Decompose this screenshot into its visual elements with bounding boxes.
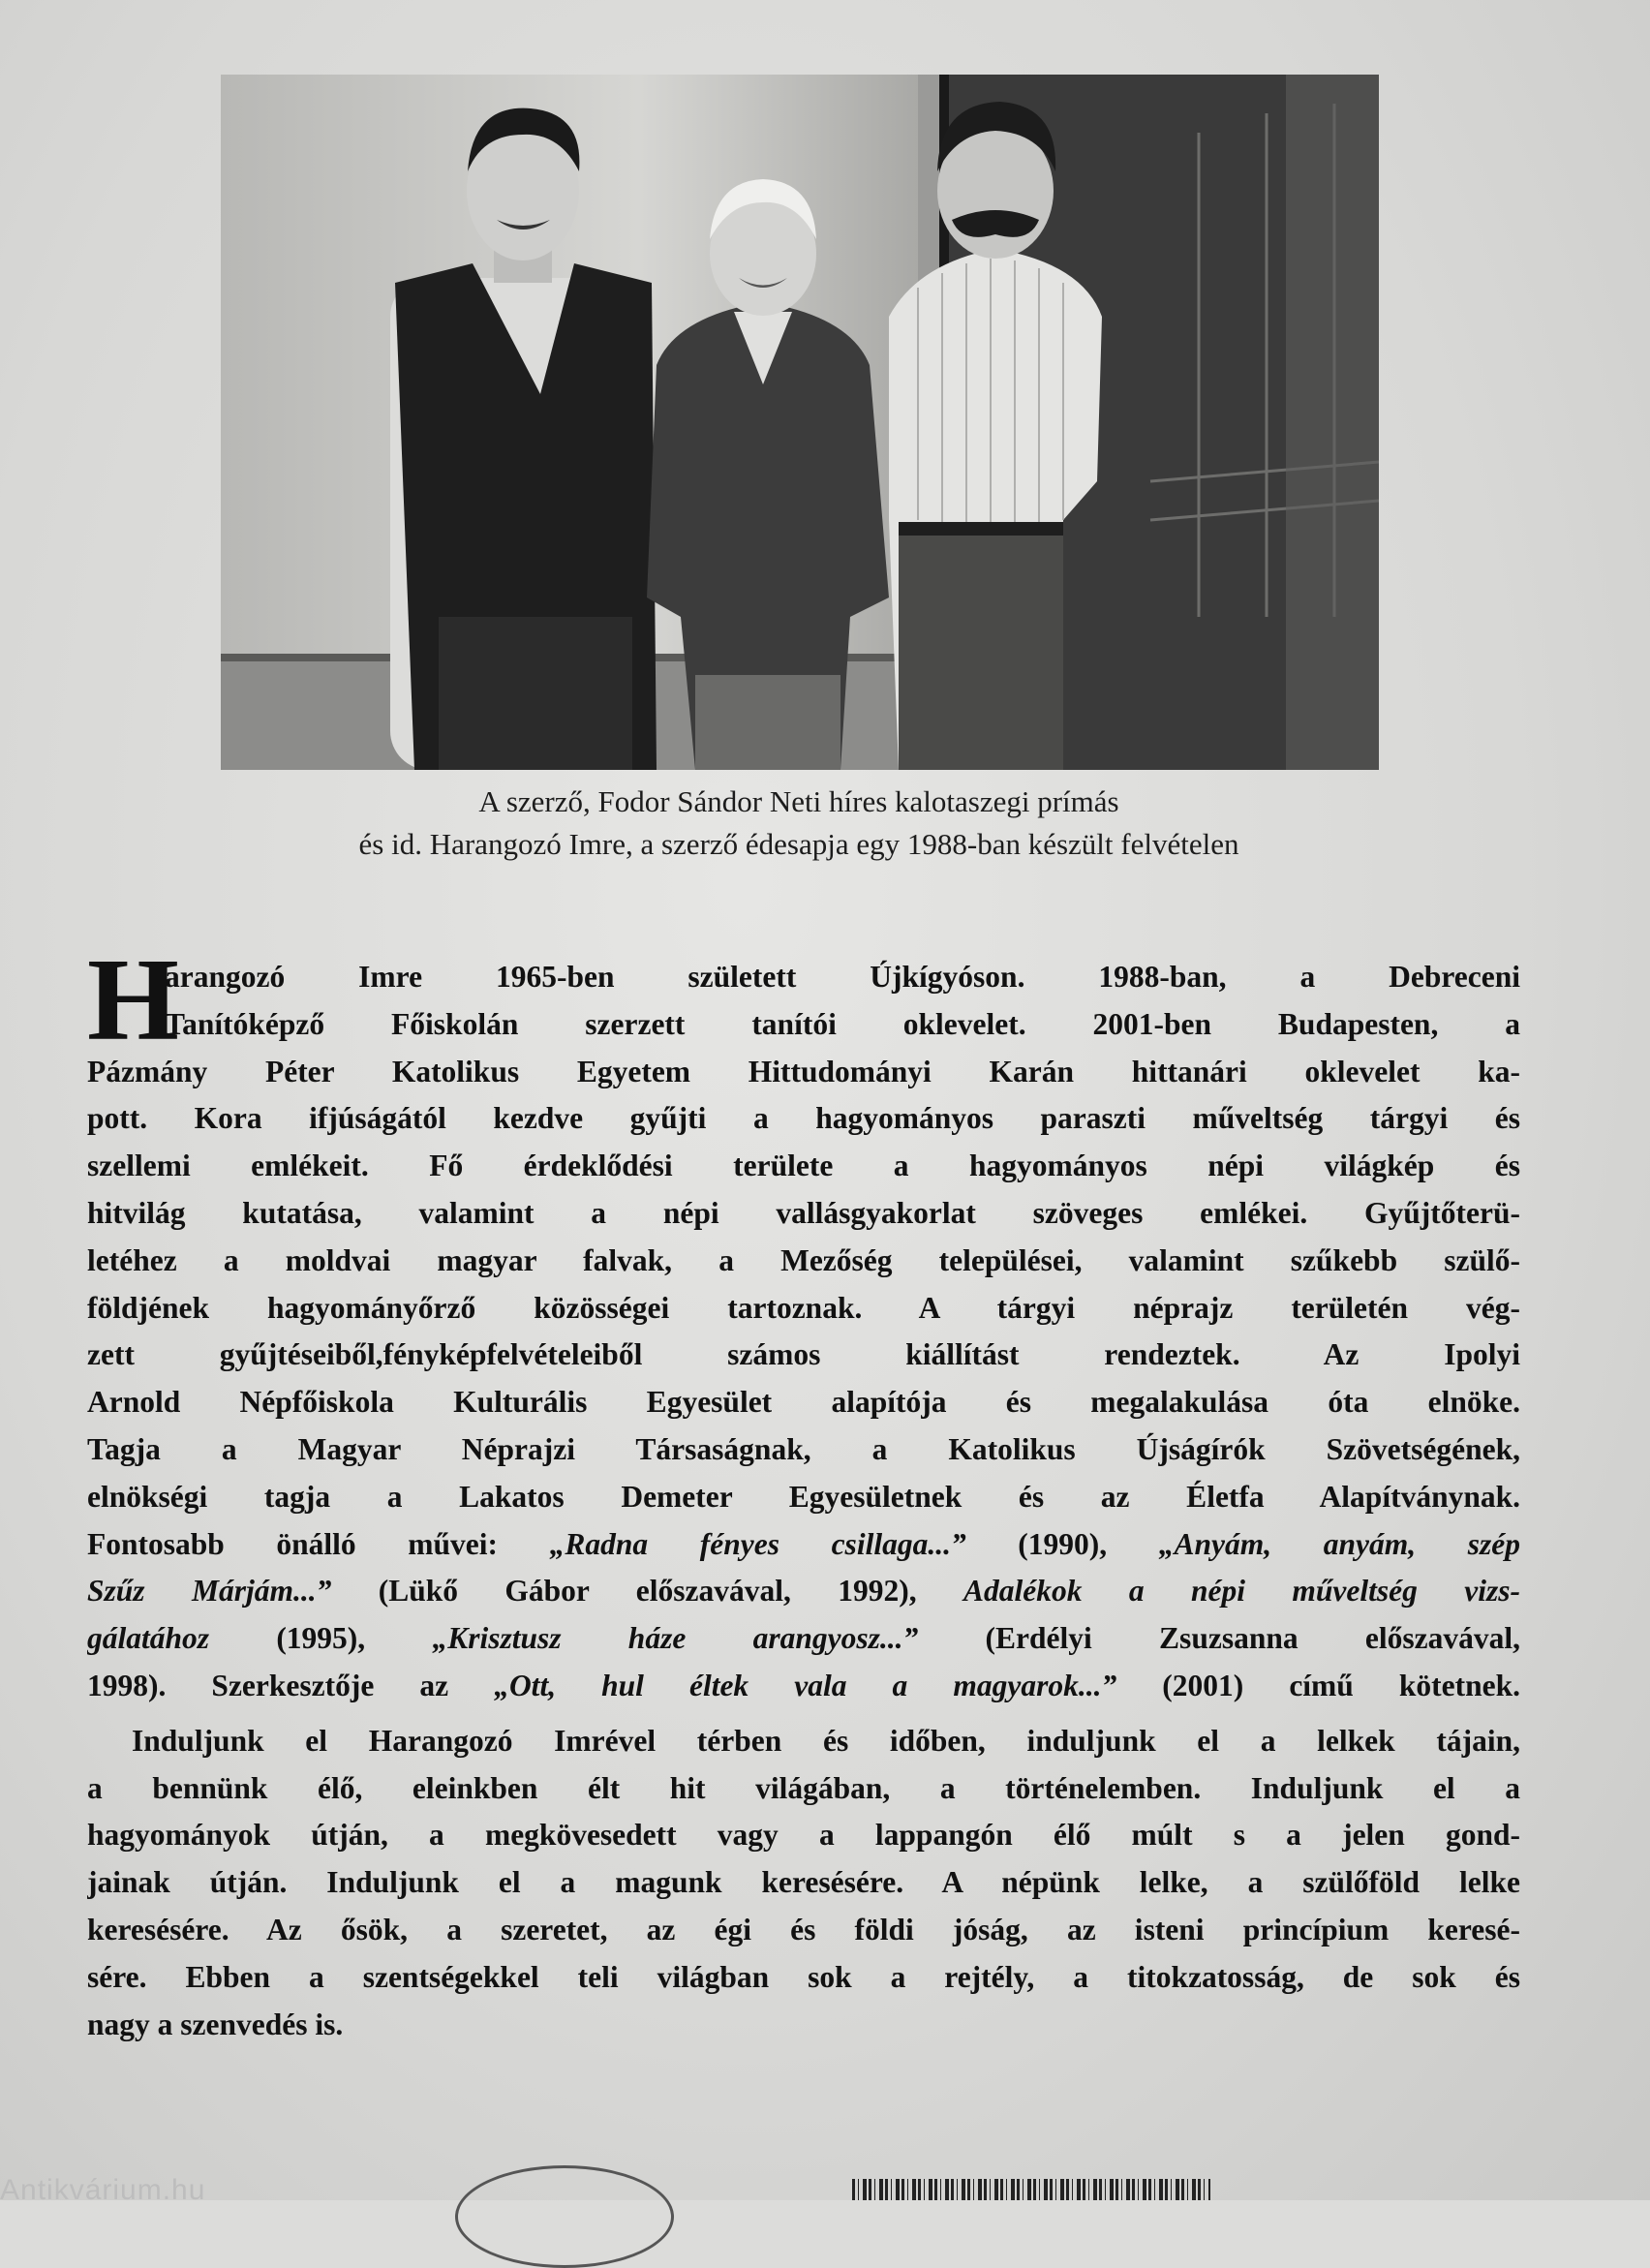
drop-cap: H bbox=[87, 935, 179, 1065]
bio-line: letéhez a moldvai magyar falvak, a Mezőség települései, valamint szűkebb szülő- bbox=[87, 1242, 1520, 1277]
bio-line-works-1 bbox=[87, 1521, 1520, 1569]
bio-line: szellemi emlékeit. Fő érdeklődési területe a hagyományos népi világkép és bbox=[87, 1149, 1520, 1183]
bio-line: elnökségi tagja a Lakatos Demeter Egyesületnek és az Életfa Alapítványnak. bbox=[87, 1479, 1520, 1514]
book-title: „Anyám, anyám, szép bbox=[1158, 1526, 1520, 1561]
text-run: Fontosabb önálló művei: bbox=[87, 1526, 550, 1561]
text-run: 1998). Szerkesztője az bbox=[87, 1668, 495, 1702]
caption-line-1: A szerző, Fodor Sándor Neti híres kalotaszegi prímás bbox=[478, 784, 1119, 818]
bio-line: pott. Kora ifjúságától kezdve gyűjti a hagyományos paraszti műveltség tárgyi és bbox=[87, 1101, 1520, 1136]
book-title: Szűz Márjám...” bbox=[87, 1574, 332, 1609]
text-run: (Lükő Gábor előszavával, 1992), bbox=[331, 1574, 963, 1609]
bio-line: Tagja a Magyar Néprajzi Társaságnak, a Katolikus Újságírók Szövetségének, bbox=[87, 1431, 1520, 1466]
closing-line: keresésére. Az ősök, a szeretet, az égi és földi jóság, az isteni princípium keresé- bbox=[87, 1912, 1520, 1946]
barcode-icon bbox=[852, 2179, 1210, 2200]
text-run: (1995), bbox=[209, 1621, 433, 1656]
bio-line-works-3 bbox=[87, 1615, 1520, 1663]
bio-line: földjének hagyományőrző közösségei tartoznak. A tárgyi néprajz területén vég- bbox=[87, 1290, 1520, 1325]
bottom-edge bbox=[0, 2165, 1650, 2200]
bio-line: zett gyűjtéseiből,fényképfelvételeiből számos kiállítást rendeztek. Az Ipolyi bbox=[87, 1337, 1520, 1372]
photo-illustration bbox=[221, 75, 1379, 770]
text-run: (2001) című kötetnek. bbox=[1116, 1668, 1520, 1702]
bio-line: Tanítóképző Főiskolán szerzett tanítói oklevelet. 2001-ben Budapesten, a bbox=[165, 1006, 1520, 1041]
book-title: Adalékok a népi műveltség vizs- bbox=[962, 1574, 1520, 1609]
closing-line: nagy a szenvedés is. bbox=[87, 2007, 344, 2041]
book-title: „Radna fényes csillaga...” bbox=[549, 1526, 966, 1561]
watermark: Antikvárium.hu bbox=[0, 2174, 206, 2200]
paragraph-gap bbox=[87, 1710, 1520, 1718]
author-biography bbox=[87, 935, 1520, 2048]
closing-line: jainak útján. Induljunk el a magunk keresésére. A népünk lelke, a szülőföld lelke bbox=[87, 1865, 1520, 1900]
bio-line: Arnold Népfőiskola Kulturális Egyesület alapítója és megalakulása óta elnöke. bbox=[87, 1385, 1520, 1420]
text-run: (Erdélyi Zsuzsanna előszavával, bbox=[918, 1621, 1520, 1656]
book-title: „Ott, hul éltek vala a magyarok...” bbox=[494, 1668, 1117, 1702]
stamp-icon bbox=[455, 2165, 674, 2268]
book-title: „Krisztusz háze arangyosz...” bbox=[432, 1621, 919, 1656]
author-photograph bbox=[221, 75, 1379, 770]
caption-line-2: és id. Harangozó Imre, a szerző édesapja egy 1988-ban készült felvételen bbox=[358, 827, 1239, 861]
closing-line: hagyományok útján, a megkövesedett vagy a lappangón élő múlt s a jelen gond- bbox=[87, 1818, 1520, 1853]
bio-line-works-2 bbox=[87, 1568, 1520, 1615]
text-run: (1990), bbox=[965, 1526, 1159, 1561]
bio-line-works-4 bbox=[87, 1663, 1520, 1710]
bio-line: Pázmány Péter Katolikus Egyetem Hittudományi Karán hittanári oklevelet ka- bbox=[87, 1054, 1520, 1088]
closing-line: a bennünk élő, eleinkben élt hit világában, a történelemben. Induljunk el a bbox=[87, 1770, 1520, 1805]
photo-caption bbox=[145, 781, 1452, 866]
closing-line: sére. Ebben a szentségekkel teli világban sok a rejtély, a titokzatosság, de sok és bbox=[87, 1959, 1520, 1994]
bio-line: arangozó Imre 1965-ben született Újkígyóson. 1988-ban, a Debreceni bbox=[165, 960, 1520, 994]
book-title: gálatához bbox=[87, 1621, 210, 1656]
bio-line: hitvilág kutatása, valamint a népi vallásgyakorlat szöveges emlékei. Gyűjtőterü- bbox=[87, 1195, 1520, 1230]
closing-line: Induljunk el Harangozó Imrével térben és időben, induljunk el a lelkek tájain, bbox=[132, 1723, 1520, 1758]
